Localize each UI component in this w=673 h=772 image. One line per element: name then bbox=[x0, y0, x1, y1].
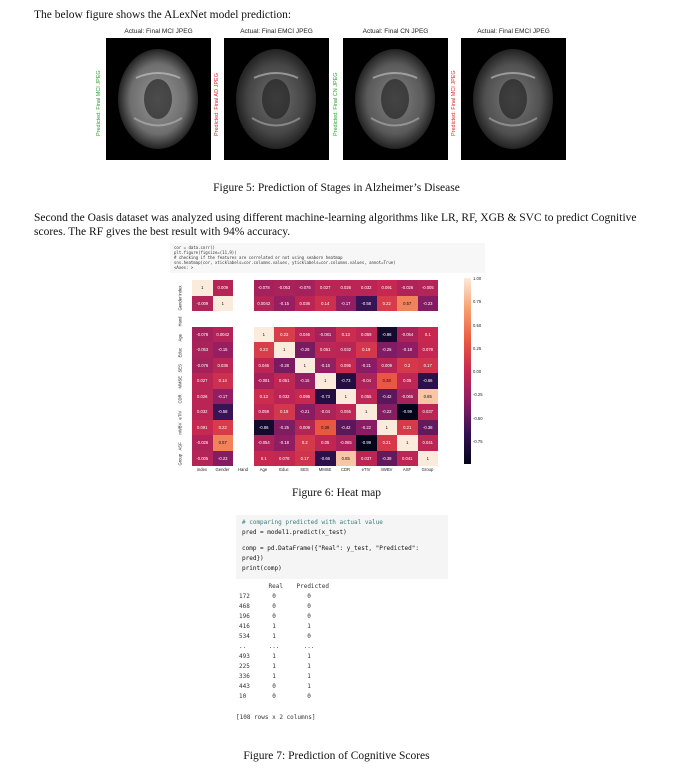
table-row bbox=[236, 602, 332, 612]
heatmap-cell: 0.036 bbox=[295, 296, 316, 312]
table-row bbox=[236, 592, 332, 602]
heatmap-cell: 0.027 bbox=[192, 373, 213, 389]
heatmap-cell: 0.032 bbox=[356, 280, 377, 296]
heatmap-row-label: nWBV bbox=[177, 422, 183, 435]
table-cell: 1 bbox=[272, 633, 276, 640]
heatmap-cell: 0.091 bbox=[192, 420, 213, 436]
table-row bbox=[236, 622, 332, 632]
heatmap-cell: 0.17 bbox=[418, 358, 439, 374]
heatmap-row-label: Age bbox=[177, 334, 183, 342]
heatmap-row-label: index bbox=[177, 285, 183, 296]
heatmap-cell: -0.17 bbox=[336, 296, 357, 312]
heatmap-cell bbox=[233, 404, 254, 420]
table-cell: 1 bbox=[272, 673, 276, 680]
heatmap-cell: 0.2 bbox=[295, 435, 316, 451]
heatmap-cell: 0.095 bbox=[336, 358, 357, 374]
code-line: sns.heatmap(cor, xticklabels=cor.columns.values, yticklabels=cor.columns.values, annot=True) bbox=[174, 260, 396, 265]
table-cell: 225 bbox=[239, 663, 250, 670]
table-cell: 0 bbox=[307, 693, 311, 700]
mri-predicted-label: Predicted: Final MCI JPEG bbox=[96, 70, 102, 136]
table-cell: .. bbox=[239, 643, 247, 650]
heatmap-cell: -0.04 bbox=[315, 404, 336, 420]
prediction-output bbox=[236, 582, 332, 721]
table-cell: 1 bbox=[307, 683, 311, 690]
mri-predicted-label: Predicted: Final AD JPEG bbox=[214, 73, 220, 136]
heatmap-cell: 0.85 bbox=[418, 389, 439, 405]
heatmap-row-label: MMSE bbox=[177, 375, 183, 389]
heatmap-row-label: Educ bbox=[177, 347, 183, 358]
heatmap-cell: 0.046 bbox=[254, 358, 275, 374]
heatmap-cell: 0.046 bbox=[295, 327, 316, 343]
heatmap-cell: -0.15 bbox=[213, 342, 234, 358]
heatmap-cell: -0.065 bbox=[336, 435, 357, 451]
heatmap-cell: 0.009 bbox=[213, 280, 234, 296]
heatmap-cell bbox=[233, 389, 254, 405]
heatmap-cell: -0.21 bbox=[295, 404, 316, 420]
heatmap-cell: 0.037 bbox=[356, 451, 377, 467]
mri-brain-image bbox=[224, 38, 329, 160]
heatmap-cell: -0.15 bbox=[295, 373, 316, 389]
heatmap-cell bbox=[274, 311, 295, 327]
heatmap-col-label: Hand bbox=[237, 467, 248, 472]
heatmap-col-label: Group bbox=[421, 467, 434, 472]
mri-panel-title: Actual: Final EMCI JPEG bbox=[240, 28, 313, 35]
heatmap-cell: 1 bbox=[397, 435, 418, 451]
heatmap-cell: -0.21 bbox=[356, 358, 377, 374]
heatmap-cell: 0.38 bbox=[315, 420, 336, 436]
heatmap-cell: -0.23 bbox=[418, 296, 439, 312]
table-row bbox=[236, 662, 332, 672]
code-line: <Axes: > bbox=[174, 265, 194, 270]
heatmap-colorbar bbox=[464, 278, 471, 464]
heatmap-cell: -0.28 bbox=[295, 342, 316, 358]
heatmap-cell: 0.051 bbox=[274, 373, 295, 389]
heatmap-cell: -0.078 bbox=[254, 280, 275, 296]
heatmap-cell: 0.078 bbox=[418, 342, 439, 358]
heatmap-cell bbox=[213, 311, 234, 327]
heatmap-cell: 1 bbox=[315, 373, 336, 389]
heatmap-cell: 0.17 bbox=[295, 451, 316, 467]
heatmap-cell: 0.0042 bbox=[213, 327, 234, 343]
heatmap-cell: -0.005 bbox=[418, 280, 439, 296]
colorbar-tick-label: 0.25 bbox=[473, 345, 482, 351]
code-line: comp = pd.DataFrame({"Real": y_test, "Predicted": pred}) bbox=[242, 545, 420, 562]
colorbar-tick-label: -0.25 bbox=[473, 392, 483, 398]
heatmap-cell bbox=[233, 280, 254, 296]
table-cell: ... bbox=[268, 643, 280, 650]
heatmap-cell: -0.86 bbox=[377, 327, 398, 343]
heatmap-cell: 0.13 bbox=[254, 389, 275, 405]
heatmap-cell bbox=[233, 358, 254, 374]
heatmap-cell: -0.66 bbox=[315, 451, 336, 467]
heatmap-cell: -0.078 bbox=[192, 327, 213, 343]
table-header-row bbox=[236, 582, 332, 592]
heatmap-cell bbox=[233, 327, 254, 343]
table-cell: 1 bbox=[272, 653, 276, 660]
heatmap-cell: -0.22 bbox=[377, 404, 398, 420]
table-row bbox=[236, 612, 332, 622]
heatmap-row-label: Hand bbox=[177, 316, 183, 327]
code-line: # checking if the features are correlated or not using seaborn heatmap bbox=[174, 255, 343, 260]
heatmap-cell bbox=[233, 420, 254, 436]
heatmap-cell: -0.38 bbox=[418, 420, 439, 436]
code-comment: # comparing predicted with actual value bbox=[242, 519, 383, 526]
heatmap-cell: 0.21 bbox=[377, 435, 398, 451]
heatmap-cell bbox=[295, 311, 316, 327]
heatmap-cell: 0.095 bbox=[295, 389, 316, 405]
mri-brain-image bbox=[343, 38, 448, 160]
table-cell: ... bbox=[303, 643, 315, 650]
heatmap-cell: 0.059 bbox=[356, 327, 377, 343]
heatmap-cell: -0.15 bbox=[274, 296, 295, 312]
heatmap-cell: -0.053 bbox=[192, 342, 213, 358]
colorbar-tick-label: -0.75 bbox=[473, 438, 483, 444]
heatmap-cell: 0.1 bbox=[254, 451, 275, 467]
oasis-paragraph: Second the Oasis dataset was analyzed using different machine-learning algorithms like LR, RF, XGB & SVC to predict Cognitive scores. The RF gives the best result with 94% accuracy. bbox=[34, 212, 637, 238]
heatmap-cell: 0.027 bbox=[315, 280, 336, 296]
heatmap-cell: 0.041 bbox=[397, 451, 418, 467]
heatmap-chart bbox=[170, 276, 490, 486]
table-cell: 0 bbox=[307, 593, 311, 600]
heatmap-cell: -0.38 bbox=[377, 451, 398, 467]
heatmap-cell: 0.032 bbox=[274, 389, 295, 405]
prediction-code-block bbox=[236, 515, 448, 579]
heatmap-cell: 0.22 bbox=[377, 296, 398, 312]
heatmap-cell: 1 bbox=[356, 404, 377, 420]
heatmap-cell: 1 bbox=[274, 342, 295, 358]
table-footer: [108 rows x 2 columns] bbox=[236, 714, 316, 721]
heatmap-col-label: eTIV bbox=[361, 467, 371, 472]
code-line: print(comp) bbox=[242, 565, 282, 572]
heatmap-cell: -0.17 bbox=[213, 389, 234, 405]
heatmap-cell: -0.081 bbox=[254, 373, 275, 389]
heatmap-col-label: Gender bbox=[215, 467, 230, 472]
heatmap-cell: -0.053 bbox=[274, 280, 295, 296]
heatmap-cell: -0.66 bbox=[418, 373, 439, 389]
heatmap-cell bbox=[336, 311, 357, 327]
mri-brain-image bbox=[106, 38, 211, 160]
heatmap-cell: -0.42 bbox=[377, 389, 398, 405]
table-row bbox=[236, 632, 332, 642]
heatmap-row-label: eTIV bbox=[177, 410, 183, 420]
heatmap-cell: 0.13 bbox=[336, 327, 357, 343]
table-cell: 336 bbox=[239, 673, 250, 680]
heatmap-col-label: Educ bbox=[279, 467, 289, 472]
heatmap-row-label: SES bbox=[177, 364, 183, 373]
table-cell: 10 bbox=[239, 693, 247, 700]
heatmap-cell bbox=[233, 373, 254, 389]
code-line: plt.figure(figsize=(11,9)) bbox=[174, 250, 237, 255]
heatmap-cell bbox=[397, 311, 418, 327]
heatmap-cell: 0.009 bbox=[377, 358, 398, 374]
heatmap-cell bbox=[233, 342, 254, 358]
code-line: pred = model1.predict(x_test) bbox=[242, 529, 347, 536]
heatmap-cell: 0.05 bbox=[315, 435, 336, 451]
heatmap-cell: 0.041 bbox=[418, 435, 439, 451]
heatmap-row-label: ASF bbox=[177, 442, 183, 451]
heatmap-cell bbox=[233, 311, 254, 327]
heatmap-cell: -0.73 bbox=[336, 373, 357, 389]
heatmap-cell: 0.091 bbox=[377, 280, 398, 296]
heatmap-col-label: SES bbox=[300, 467, 309, 472]
mri-panel-title: Actual: Final EMCI JPEG bbox=[477, 28, 550, 35]
table-row bbox=[236, 652, 332, 662]
table-row bbox=[236, 672, 332, 682]
heatmap-col-label: MMSE bbox=[318, 467, 332, 472]
heatmap-col-label: ASF bbox=[402, 467, 412, 472]
mri-predicted-label: Predicted: Final CN JPEG bbox=[333, 72, 339, 136]
code-line: cor = data.corr() bbox=[174, 245, 215, 250]
heatmap-cell: -0.18 bbox=[397, 342, 418, 358]
heatmap-cell bbox=[233, 435, 254, 451]
heatmap-cell bbox=[254, 311, 275, 327]
heatmap-cell: 0.85 bbox=[336, 451, 357, 467]
heatmap-cell: 1 bbox=[336, 389, 357, 405]
heatmap-cell: 1 bbox=[192, 280, 213, 296]
heatmap-cell: 0.14 bbox=[315, 296, 336, 312]
heatmap-cell: -0.081 bbox=[315, 327, 336, 343]
colorbar-tick-label: 0.75 bbox=[473, 299, 482, 305]
table-cell: 468 bbox=[239, 603, 250, 610]
table-cell: 0 bbox=[307, 613, 311, 620]
heatmap-cell: 1 bbox=[377, 420, 398, 436]
heatmap-cell: 0.0042 bbox=[254, 296, 275, 312]
table-row bbox=[236, 682, 332, 692]
heatmap-cell: 0.23 bbox=[274, 327, 295, 343]
heatmap-cell: 0.57 bbox=[397, 296, 418, 312]
table-cell: 493 bbox=[239, 653, 250, 660]
table-cell: 443 bbox=[239, 683, 250, 690]
heatmap-cell: 0.009 bbox=[295, 420, 316, 436]
figure-6-caption: Figure 6: Heat map bbox=[291, 487, 382, 499]
table-row bbox=[236, 642, 332, 652]
heatmap-cell bbox=[233, 296, 254, 312]
heatmap-cell: -0.076 bbox=[295, 280, 316, 296]
heatmap-cell: -0.026 bbox=[192, 435, 213, 451]
heatmap-col-label: Age bbox=[259, 467, 268, 472]
table-cell: 1 bbox=[307, 673, 311, 680]
table-cell: 1 bbox=[307, 663, 311, 670]
colorbar-tick-label: 1.00 bbox=[473, 276, 482, 281]
heatmap-cell: -0.18 bbox=[274, 435, 295, 451]
table-header-cell: Real bbox=[268, 583, 283, 590]
table-cell: 0 bbox=[272, 603, 276, 610]
heatmap-cell: -0.58 bbox=[356, 296, 377, 312]
heatmap-cell: -0.076 bbox=[192, 358, 213, 374]
table-cell: 0 bbox=[307, 603, 311, 610]
heatmap-cell: -0.86 bbox=[254, 420, 275, 436]
table-header-cell: Predicted bbox=[296, 583, 329, 590]
heatmap-cell: 0.032 bbox=[192, 404, 213, 420]
colorbar-tick-label: 0.00 bbox=[473, 369, 482, 374]
heatmap-cell: 0.38 bbox=[377, 373, 398, 389]
heatmap-cell: 1 bbox=[418, 451, 439, 467]
heatmap-cell: 0.059 bbox=[254, 404, 275, 420]
heatmap-cell: -0.42 bbox=[336, 420, 357, 436]
heatmap-cell: 1 bbox=[213, 296, 234, 312]
heatmap-cell: -0.28 bbox=[274, 358, 295, 374]
heatmap-cell: -0.99 bbox=[356, 435, 377, 451]
heatmap-cell: -0.026 bbox=[397, 280, 418, 296]
heatmap-cell: 0.036 bbox=[213, 358, 234, 374]
heatmap-cell: -0.009 bbox=[192, 296, 213, 312]
heatmap-cell: 0.055 bbox=[336, 404, 357, 420]
heatmap-cell: -0.054 bbox=[397, 327, 418, 343]
heatmap-cell: 0.57 bbox=[213, 435, 234, 451]
heatmap-cell: -0.25 bbox=[377, 342, 398, 358]
table-cell: 0 bbox=[272, 693, 276, 700]
mri-panel-title: Actual: Final CN JPEG bbox=[362, 28, 429, 35]
heatmap-row-label: Gender bbox=[177, 296, 183, 311]
heatmap-cell: -0.73 bbox=[315, 389, 336, 405]
table-cell: 0 bbox=[272, 613, 276, 620]
heatmap-cell: 0.19 bbox=[274, 404, 295, 420]
mri-brain-image bbox=[461, 38, 566, 160]
heatmap-cell bbox=[233, 451, 254, 467]
heatmap-cell bbox=[418, 311, 439, 327]
heatmap-cell: 0.032 bbox=[336, 342, 357, 358]
table-cell: 1 bbox=[307, 653, 311, 660]
mri-predicted-label: Predicted: Final MCI JPEG bbox=[451, 70, 457, 136]
heatmap-cell: -0.065 bbox=[397, 389, 418, 405]
heatmap-cell: 0.078 bbox=[274, 451, 295, 467]
table-cell: 1 bbox=[272, 663, 276, 670]
table-cell: 1 bbox=[307, 623, 311, 630]
heatmap-cell: 0.19 bbox=[356, 342, 377, 358]
heatmap-cell: 0.1 bbox=[418, 327, 439, 343]
heatmap-cell: -0.054 bbox=[254, 435, 275, 451]
table-cell: 0 bbox=[307, 633, 311, 640]
heatmap-cell: 0.22 bbox=[213, 420, 234, 436]
table-cell: 172 bbox=[239, 593, 250, 600]
heatmap-code-block bbox=[170, 243, 485, 273]
heatmap-cell: 0.026 bbox=[336, 280, 357, 296]
heatmap-cell: 1 bbox=[295, 358, 316, 374]
table-row bbox=[236, 692, 332, 702]
heatmap-col-label: nWBV bbox=[380, 467, 393, 472]
heatmap-cell: 0.051 bbox=[315, 342, 336, 358]
heatmap-cell: -0.23 bbox=[213, 451, 234, 467]
colorbar-tick-label: 0.50 bbox=[473, 322, 482, 328]
table-header-cell bbox=[236, 582, 262, 592]
mri-panel-title: Actual: Final MCI JPEG bbox=[124, 28, 193, 35]
heatmap-cell bbox=[356, 311, 377, 327]
heatmap-cell bbox=[192, 311, 213, 327]
figure-7-caption: Figure 7: Prediction of Cognitive Scores bbox=[243, 750, 430, 762]
intro-text: The below figure shows the ALexNet model prediction: bbox=[34, 9, 292, 21]
heatmap-cell: -0.005 bbox=[192, 451, 213, 467]
figure-5-caption: Figure 5: Prediction of Stages in Alzheimer’s Disease bbox=[213, 182, 460, 194]
table-cell: 0 bbox=[272, 683, 276, 690]
heatmap-cell: -0.25 bbox=[274, 420, 295, 436]
table-cell: 534 bbox=[239, 633, 250, 640]
prediction-table bbox=[236, 582, 332, 702]
heatmap-cell: -0.15 bbox=[315, 358, 336, 374]
heatmap-cell: -0.04 bbox=[356, 373, 377, 389]
heatmap-cell: 0.2 bbox=[397, 358, 418, 374]
heatmap-row-label: Group bbox=[177, 454, 183, 466]
heatmap-cell: 1 bbox=[254, 327, 275, 343]
heatmap-cell: 0.055 bbox=[356, 389, 377, 405]
heatmap-cell: 0.23 bbox=[254, 342, 275, 358]
table-cell: 416 bbox=[239, 623, 250, 630]
heatmap-cell: 0.21 bbox=[397, 420, 418, 436]
heatmap-cell: 0.05 bbox=[397, 373, 418, 389]
heatmap-cell: -0.99 bbox=[397, 404, 418, 420]
heatmap-cell bbox=[315, 311, 336, 327]
heatmap-cell: 0.037 bbox=[418, 404, 439, 420]
heatmap-row-label: CDR bbox=[177, 394, 183, 404]
heatmap-cell bbox=[377, 311, 398, 327]
colorbar-tick-label: -0.50 bbox=[473, 415, 483, 421]
heatmap-cell: -0.22 bbox=[356, 420, 377, 436]
heatmap-cell: 0.026 bbox=[192, 389, 213, 405]
heatmap-cell: -0.58 bbox=[213, 404, 234, 420]
heatmap-col-label: CDR bbox=[340, 467, 351, 472]
table-cell: 1 bbox=[272, 623, 276, 630]
heatmap-col-label: index bbox=[196, 467, 207, 472]
table-cell: 196 bbox=[239, 613, 250, 620]
heatmap-cell: 0.14 bbox=[213, 373, 234, 389]
table-cell: 0 bbox=[272, 593, 276, 600]
